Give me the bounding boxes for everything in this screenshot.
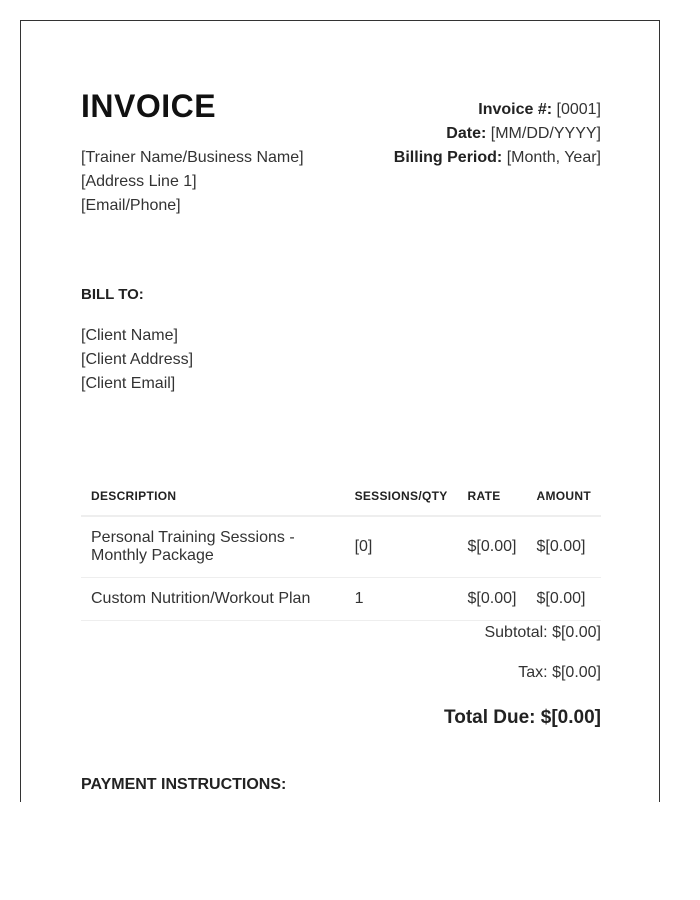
invoice-date-line	[394, 122, 601, 146]
row-description: Personal Training Sessions - Monthly Package	[81, 516, 345, 578]
invoice-number-line	[394, 98, 601, 122]
row-description: Custom Nutrition/Workout Plan	[81, 578, 345, 621]
billing-period-line	[394, 146, 601, 170]
row-qty: [0]	[345, 516, 458, 578]
invoice-number-value: [0001]	[556, 101, 601, 118]
row-rate: $[0.00]	[458, 578, 527, 621]
billing-period-value: [Month, Year]	[506, 149, 601, 166]
tax-line: Tax: $[0.00]	[518, 664, 601, 681]
invoice-date-label: Date:	[446, 125, 487, 142]
client-email: [Client Email]	[81, 375, 176, 392]
row-rate: $[0.00]	[458, 516, 527, 578]
payment-instructions-heading: PAYMENT INSTRUCTIONS:	[81, 776, 287, 793]
bill-to-info	[81, 324, 193, 396]
invoice-number-label: Invoice #:	[478, 101, 553, 118]
header-rate: RATE	[458, 477, 527, 516]
total-due-line: Total Due: $[0.00]	[444, 707, 601, 728]
client-address: [Client Address]	[81, 351, 194, 368]
sender-info	[81, 146, 304, 218]
line-items-table	[81, 477, 601, 621]
subtotal-line: Subtotal: $[0.00]	[484, 624, 601, 641]
client-name: [Client Name]	[81, 327, 178, 344]
bill-to-heading: BILL TO:	[81, 286, 144, 303]
header-description: DESCRIPTION	[81, 477, 345, 516]
sender-name: [Trainer Name/Business Name]	[81, 149, 304, 166]
invoice-page	[20, 20, 660, 802]
row-qty: 1	[345, 578, 458, 621]
table-header-row	[81, 477, 601, 516]
table-row	[81, 516, 601, 578]
billing-period-label: Billing Period:	[393, 149, 503, 166]
totals-block	[444, 621, 601, 733]
header-qty: SESSIONS/QTY	[345, 477, 458, 516]
header-amount: AMOUNT	[527, 477, 601, 516]
row-amount: $[0.00]	[527, 578, 601, 621]
invoice-date-value: [MM/DD/YYYY]	[490, 125, 601, 142]
invoice-title: INVOICE	[81, 88, 217, 124]
invoice-meta	[394, 98, 601, 170]
sender-address: [Address Line 1]	[81, 173, 197, 190]
table-row	[81, 578, 601, 621]
sender-contact: [Email/Phone]	[81, 197, 181, 214]
row-amount: $[0.00]	[527, 516, 601, 578]
